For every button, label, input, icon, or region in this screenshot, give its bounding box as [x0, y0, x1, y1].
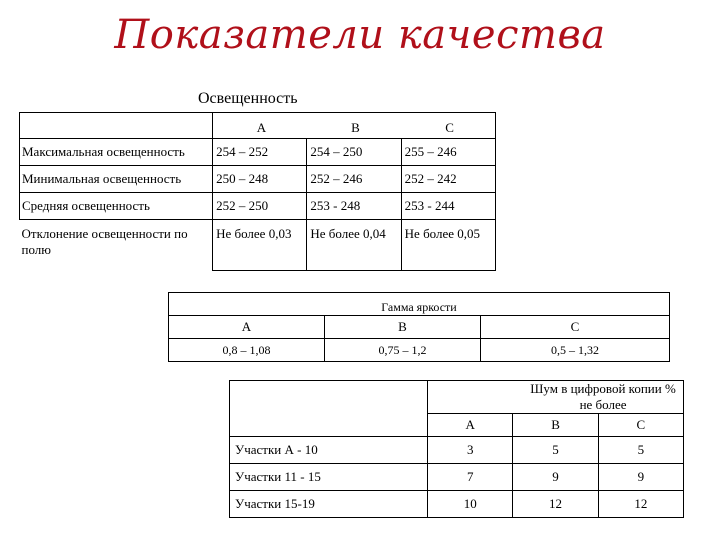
cell-c: Не более 0,05 [401, 220, 495, 271]
cell-c: 255 – 246 [401, 139, 495, 166]
page-title: Показатели качества [114, 12, 606, 58]
table-header-row [20, 113, 496, 139]
column-header-b: В [307, 113, 401, 139]
table-row [20, 139, 496, 166]
cell-b: 254 – 250 [307, 139, 401, 166]
column-header-a: А [428, 414, 513, 437]
cell-b: 5 [513, 437, 598, 464]
cell-b: 0,75 – 1,2 [325, 339, 481, 362]
cell-a: 3 [428, 437, 513, 464]
table-row [230, 464, 684, 491]
row-label: Участки 11 - 15 [230, 464, 428, 491]
cell-c: 252 – 242 [401, 166, 495, 193]
table-row [20, 166, 496, 193]
cell-a: 0,8 – 1,08 [169, 339, 325, 362]
cell-b: 9 [513, 464, 598, 491]
cell-c: 253 - 244 [401, 193, 495, 220]
table-row [230, 437, 684, 464]
cell-a: 254 – 252 [213, 139, 307, 166]
row-label: Минимальная освещенность [20, 166, 213, 193]
column-header-c: С [598, 414, 683, 437]
cell-c: 9 [598, 464, 683, 491]
cell-a: 250 – 248 [213, 166, 307, 193]
cell-a: 252 – 250 [213, 193, 307, 220]
column-header-c: С [481, 316, 670, 339]
row-label: Участки А - 10 [230, 437, 428, 464]
cell-c: 12 [598, 491, 683, 518]
noise-caption: Шум в цифровой копии % не более [428, 381, 684, 414]
gamma-caption: Гамма яркости [169, 293, 670, 316]
table-header-row [169, 316, 670, 339]
table-row [20, 193, 496, 220]
column-header-c: С [401, 113, 495, 139]
cell-b: Не более 0,04 [307, 220, 401, 271]
header-empty-cell [20, 113, 213, 139]
header-empty-cell [230, 381, 428, 437]
cell-b: 252 – 246 [307, 166, 401, 193]
row-label: Средняя освещенность [20, 193, 213, 220]
column-header-a: А [213, 113, 307, 139]
noise-table [229, 380, 684, 518]
cell-b: 12 [513, 491, 598, 518]
cell-b: 253 - 248 [307, 193, 401, 220]
cell-a: 7 [428, 464, 513, 491]
cell-a: 10 [428, 491, 513, 518]
gamma-table [168, 292, 670, 362]
cell-a: Не более 0,03 [213, 220, 307, 271]
table-header-row [169, 293, 670, 316]
table-row [20, 220, 496, 271]
table-row [230, 491, 684, 518]
table-row [169, 339, 670, 362]
row-label: Максимальная освещенность [20, 139, 213, 166]
table-header-row [230, 381, 684, 414]
illumination-table [19, 112, 496, 271]
cell-c: 0,5 – 1,32 [481, 339, 670, 362]
row-label: Отклонение освещенности по полю [20, 220, 213, 271]
column-header-b: В [325, 316, 481, 339]
column-header-b: В [513, 414, 598, 437]
illumination-caption: Освещенность [198, 90, 298, 107]
row-label: Участки 15-19 [230, 491, 428, 518]
column-header-a: А [169, 316, 325, 339]
cell-c: 5 [598, 437, 683, 464]
